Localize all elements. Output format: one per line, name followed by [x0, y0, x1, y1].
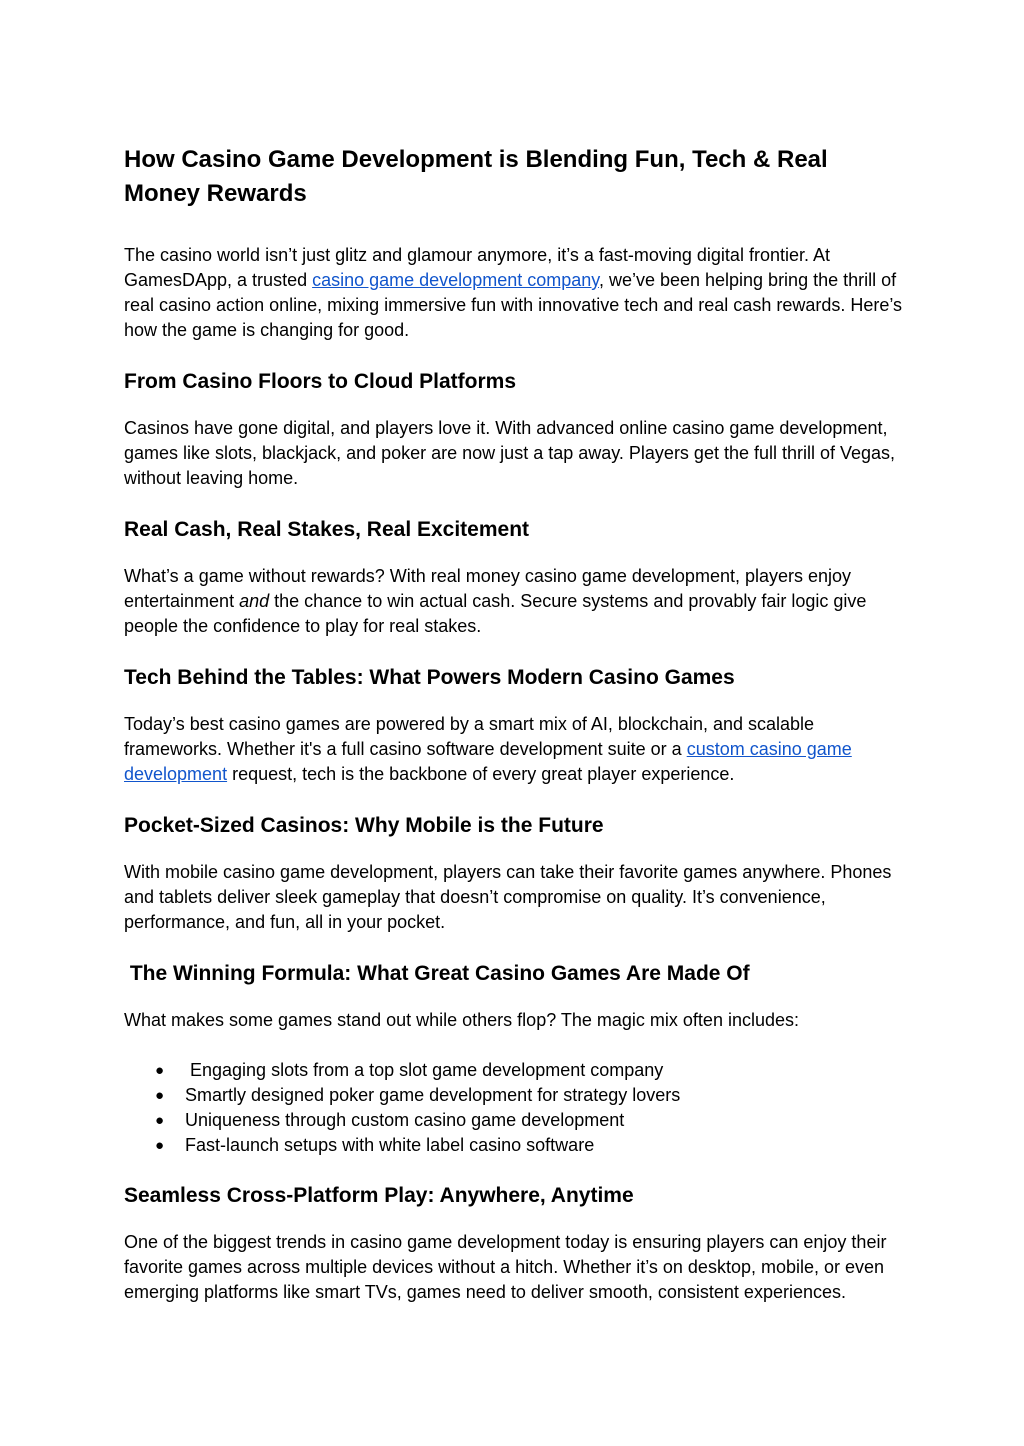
section-heading-tech-behind-tables: Tech Behind the Tables: What Powers Modern Casino Games	[124, 666, 735, 689]
bullet-icon: ●	[155, 1087, 165, 1104]
section-heading-real-cash: Real Cash, Real Stakes, Real Excitement	[124, 518, 530, 541]
section-paragraph-real-cash	[124, 564, 904, 639]
section-heading-winning-formula: The Winning Formula: What Great Casino Games Are Made Of	[124, 962, 750, 985]
real-cash-text-before: What’s a game without rewards? With real money casino game development, players enjoy entertainment	[124, 566, 852, 611]
list-item	[124, 1133, 900, 1158]
list-item-text: Smartly designed poker game development for strategy lovers	[185, 1085, 681, 1105]
document-title: How Casino Game Development is Blending Fun, Tech & Real Money Rewards	[124, 146, 828, 207]
tech-text-before: Today’s best casino games are powered by a smart mix of AI, blockchain, and scalable frameworks. Whether it's a full casino software development suite or a	[124, 714, 815, 759]
bullet-icon: ●	[155, 1137, 165, 1154]
section-heading-mobile: Pocket-Sized Casinos: Why Mobile is the Future	[124, 814, 604, 837]
intro-text-after: , we’ve been helping bring the thrill of real casino action online, mixing immersive fun with innovative tech and real cash rewards. Here’s how the game is changing for good.	[124, 270, 903, 340]
section-paragraph-winning-formula: What makes some games stand out while others flop? The magic mix often includes:	[124, 1010, 799, 1030]
tech-text-after: request, tech is the backbone of every great player experience.	[227, 764, 735, 784]
list-item	[124, 1083, 900, 1108]
section-paragraph-tech-behind-tables	[124, 712, 904, 787]
section-paragraph-mobile: With mobile casino game development, players can take their favorite games anywhere. Phones and tablets deliver sleek gameplay that doesn’t compromise on quality. It’s convenience, performance, and fun, all in your pocket.	[124, 862, 892, 932]
bullet-icon: ●	[155, 1112, 165, 1129]
real-cash-text-after: the chance to win actual cash. Secure systems and provably fair logic give people the confidence to play for real stakes.	[124, 591, 867, 636]
real-cash-emphasis: and	[239, 591, 270, 611]
section-heading-cloud-platforms: From Casino Floors to Cloud Platforms	[124, 370, 517, 393]
list-item-text: Engaging slots from a top slot game development company	[185, 1060, 664, 1080]
winning-formula-list	[124, 1058, 900, 1158]
bullet-icon: ●	[155, 1062, 165, 1079]
section-paragraph-cloud-platforms: Casinos have gone digital, and players love it. With advanced online casino game development, games like slots, blackjack, and poker are now just a tap away. Players get the full thrill of Vegas, without leaving home.	[124, 418, 896, 488]
section-heading-cross-platform: Seamless Cross-Platform Play: Anywhere, Anytime	[124, 1184, 634, 1207]
list-item-text: Uniqueness through custom casino game development	[185, 1110, 625, 1130]
intro-text-before: The casino world isn’t just glitz and glamour anymore, it’s a fast-moving digital frontier. At GamesDApp, a trusted	[124, 245, 830, 290]
custom-casino-game-development-link[interactable]: custom casino game development	[124, 739, 852, 784]
section-paragraph-cross-platform: One of the biggest trends in casino game development today is ensuring players can enjoy their favorite games across multiple devices without a hitch. Whether it’s on desktop, mobile, or even emerging platforms like smart TVs, games need to deliver smooth, consistent experiences.	[124, 1232, 887, 1302]
list-item	[124, 1058, 900, 1083]
intro-paragraph	[124, 243, 904, 343]
list-item	[124, 1108, 900, 1133]
list-item-text: Fast-launch setups with white label casino software	[185, 1135, 595, 1155]
casino-game-development-company-link[interactable]: casino game development company	[312, 270, 599, 290]
